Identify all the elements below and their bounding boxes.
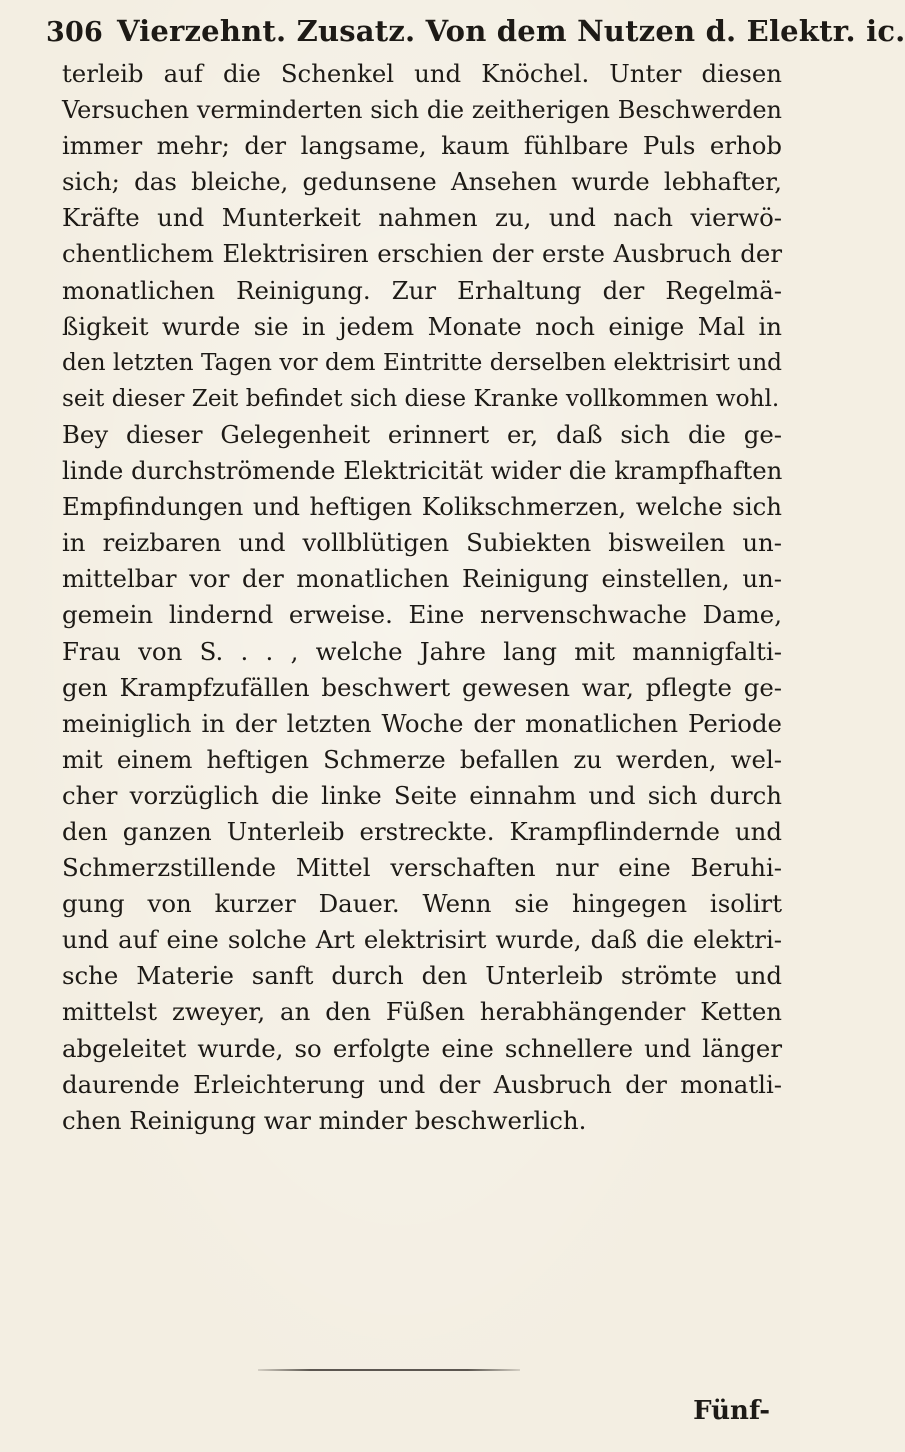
text-line: linde durchströmende Elektricität wider die krampfhaften [62, 456, 783, 486]
body-text [62, 56, 782, 1139]
text-line: Empfindungen und heftigen Kolikschmerzen, welche sich [62, 492, 782, 522]
text-line: und auf eine solche Art elektrisirt wurde, daß die elektri- [62, 925, 782, 955]
text-line: mit einem heftigen Schmerze befallen zu werden, wel- [62, 744, 782, 774]
text-line: Frau von S. . . , welche Jahre lang mit mannigfalti- [62, 636, 782, 666]
text-line: monatlichen Reinigung. Zur Erhaltung der Regelmä- [62, 275, 782, 305]
page-number: 306 [46, 17, 103, 48]
text-line: gemein lindernd erweise. Eine nervenschwache Dame, [62, 600, 782, 630]
text-line: Schmerzstillende Mittel verschaften nur eine Beruhi- [62, 853, 782, 883]
text-line: seit dieser Zeit befindet sich diese Kranke vollkommen wohl. [62, 384, 780, 412]
text-line: abgeleitet wurde, so erfolgte eine schnellere und länger [62, 1033, 782, 1063]
text-line: meiniglich in der letzten Woche der monatlichen Periode [62, 708, 782, 738]
text-line: gen Krampfzufällen beschwert gewesen war, pflegte ge- [62, 672, 782, 702]
text-line: terleib auf die Schenkel und Knöchel. Unter diesen [62, 59, 782, 88]
text-line: den ganzen Unterleib erstreckte. Krampflindernde und [62, 816, 782, 846]
text-line: den letzten Tagen vor dem Eintritte derselben elektrisirt und [62, 348, 782, 376]
running-title: Vierzehnt. Zusatz. Von dem Nutzen d. Elektr. ic. [116, 14, 905, 48]
text-line: daurende Erleichterung und der Ausbruch der monatli- [62, 1069, 782, 1099]
text-line: sche Materie sanft durch den Unterleib strömte und [62, 961, 782, 991]
text-line: chentlichem Elektrisiren erschien der erste Ausbruch der [62, 239, 782, 269]
text-line: Bey dieser Gelegenheit erinnert er, daß sich die ge- [62, 419, 782, 449]
text-line: cher vorzüglich die linke Seite einnahm und sich durch [62, 780, 782, 810]
text-line: in reizbaren und vollblütigen Subiekten bisweilen un- [62, 528, 782, 558]
text-line: chen Reinigung war minder beschwerlich. [62, 1105, 587, 1135]
text-line: ßigkeit wurde sie in jedem Monate noch einige Mal in [62, 311, 782, 341]
text-line: mittelst zweyer, an den Füßen herabhängender Ketten [62, 997, 782, 1027]
divider-rule [258, 1369, 520, 1371]
text-line: Kräfte und Munterkeit nahmen zu, und nach vierwö- [62, 203, 782, 233]
running-head [46, 14, 905, 48]
text-line: Versuchen verminderten sich die zeitherigen Beschwerden [62, 96, 782, 125]
text-line: sich; das bleiche, gedunsene Ansehen wurde lebhafter, [62, 167, 782, 197]
text-line: immer mehr; der langsame, kaum fühlbare Puls erhob [62, 131, 782, 161]
text-line: mittelbar vor der monatlichen Reinigung einstellen, un- [62, 564, 782, 594]
catchword: Fünf- [693, 1396, 770, 1426]
text-line: gung von kurzer Dauer. Wenn sie hingegen isolirt [62, 889, 782, 919]
